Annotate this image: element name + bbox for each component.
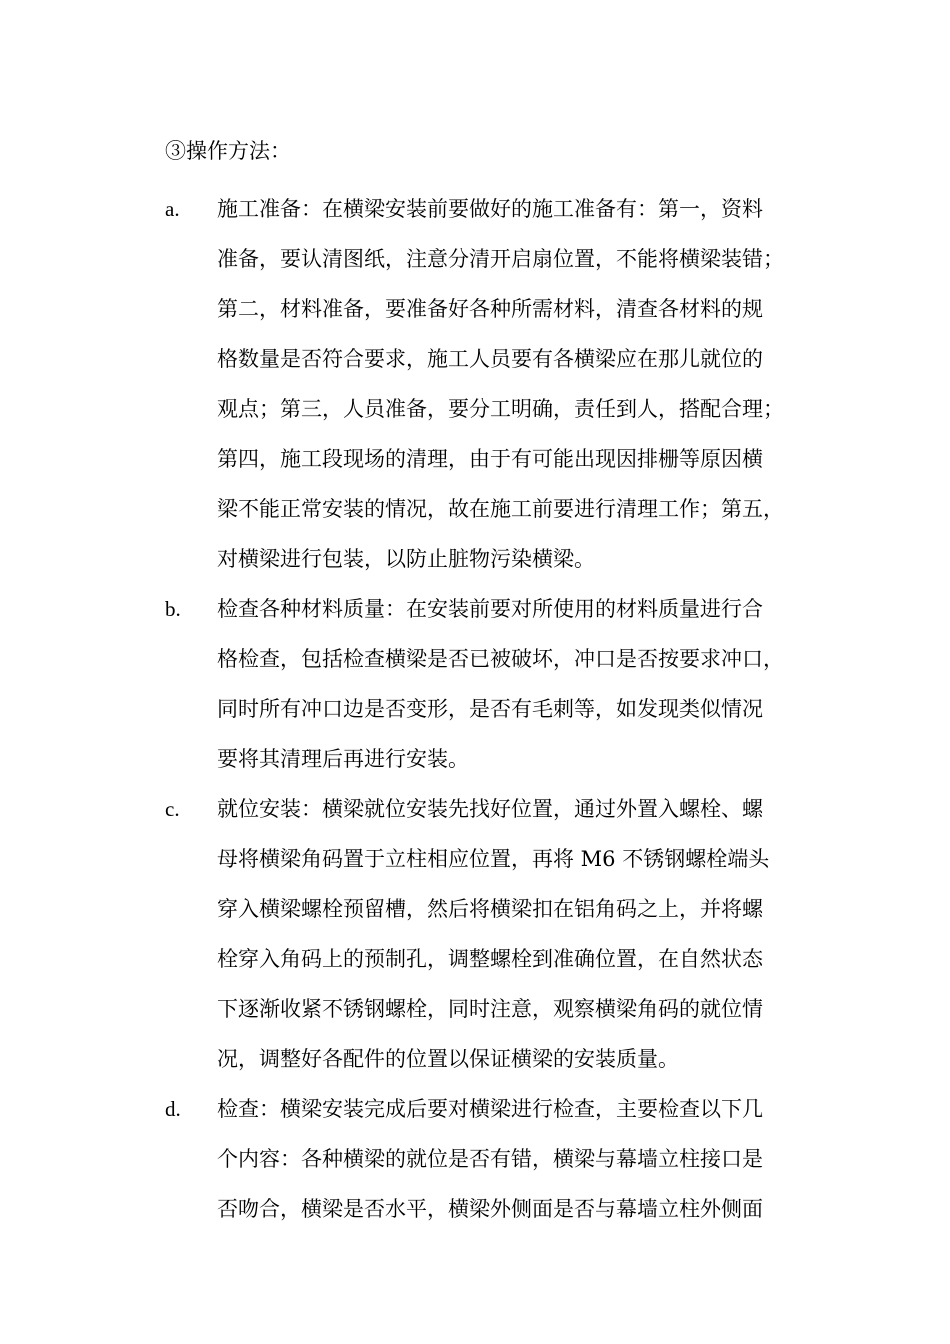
text-line: 就位安装：横梁就位安装先找好位置，通过外置入螺栓、螺 xyxy=(217,797,763,821)
text-line: 下逐渐收紧不锈钢螺栓，同时注意，观察横梁角码的就位情 xyxy=(217,997,763,1021)
list-item xyxy=(165,1084,825,1234)
list-item-marker: b. xyxy=(165,597,181,621)
list-item-text xyxy=(217,784,807,1084)
text-line: 观点；第三，人员准备，要分工明确，责任到人，搭配合理； xyxy=(217,397,784,421)
text-line: 格数量是否符合要求，施工人员要有各横梁应在那儿就位的 xyxy=(217,347,763,371)
section-heading: ③操作方法： xyxy=(165,139,291,163)
list-item-text xyxy=(217,184,807,584)
text-line: 检查：横梁安装完成后要对横梁进行检查，主要检查以下几 xyxy=(217,1097,763,1121)
text-line: 个内容：各种横梁的就位是否有错，横梁与幕墙立柱接口是 xyxy=(217,1147,763,1171)
list-item xyxy=(165,184,825,584)
text-line: 检查各种材料质量：在安装前要对所使用的材料质量进行合 xyxy=(217,597,763,621)
text-line: 第四，施工段现场的清理，由于有可能出现因排栅等原因横 xyxy=(217,447,763,471)
text-line: 况，调整好各配件的位置以保证横梁的安装质量。 xyxy=(217,1047,679,1071)
text-line: 同时所有冲口边是否变形，是否有毛刺等，如发现类似情况 xyxy=(217,697,763,721)
text-line: 穿入横梁螺栓预留槽，然后将横梁扣在铝角码之上，并将螺 xyxy=(217,897,763,921)
text-line: 施工准备：在横梁安装前要做好的施工准备有：第一，资料 xyxy=(217,197,763,221)
text-line: 否吻合，横梁是否水平，横梁外侧面是否与幕墙立柱外侧面 xyxy=(217,1197,763,1221)
text-line: 梁不能正常安装的情况，故在施工前要进行清理工作；第五， xyxy=(217,497,784,521)
text-line: 栓穿入角码上的预制孔，调整螺栓到准确位置，在自然状态 xyxy=(217,947,763,971)
text-line: 对横梁进行包装，以防止脏物污染横梁。 xyxy=(217,547,595,571)
text-line: 准备，要认清图纸，注意分清开启扇位置，不能将横梁装错； xyxy=(217,247,784,271)
list-item-marker: a. xyxy=(165,197,180,221)
text-line: 母将横梁角码置于立柱相应位置，再将 M6 不锈钢螺栓端头 xyxy=(217,847,770,871)
list-item-marker: d. xyxy=(165,1097,181,1121)
list-item-text xyxy=(217,584,807,784)
list-item-text xyxy=(217,1084,807,1234)
text-line: 要将其清理后再进行安装。 xyxy=(217,747,469,771)
instruction-list xyxy=(165,184,825,1234)
text-line: 第二，材料准备，要准备好各种所需材料，清查各材料的规 xyxy=(217,297,763,321)
list-item xyxy=(165,584,825,784)
list-item-marker: c. xyxy=(165,797,180,821)
text-line: 格检查，包括检查横梁是否已被破坏，冲口是否按要求冲口， xyxy=(217,647,784,671)
list-item xyxy=(165,784,825,1084)
